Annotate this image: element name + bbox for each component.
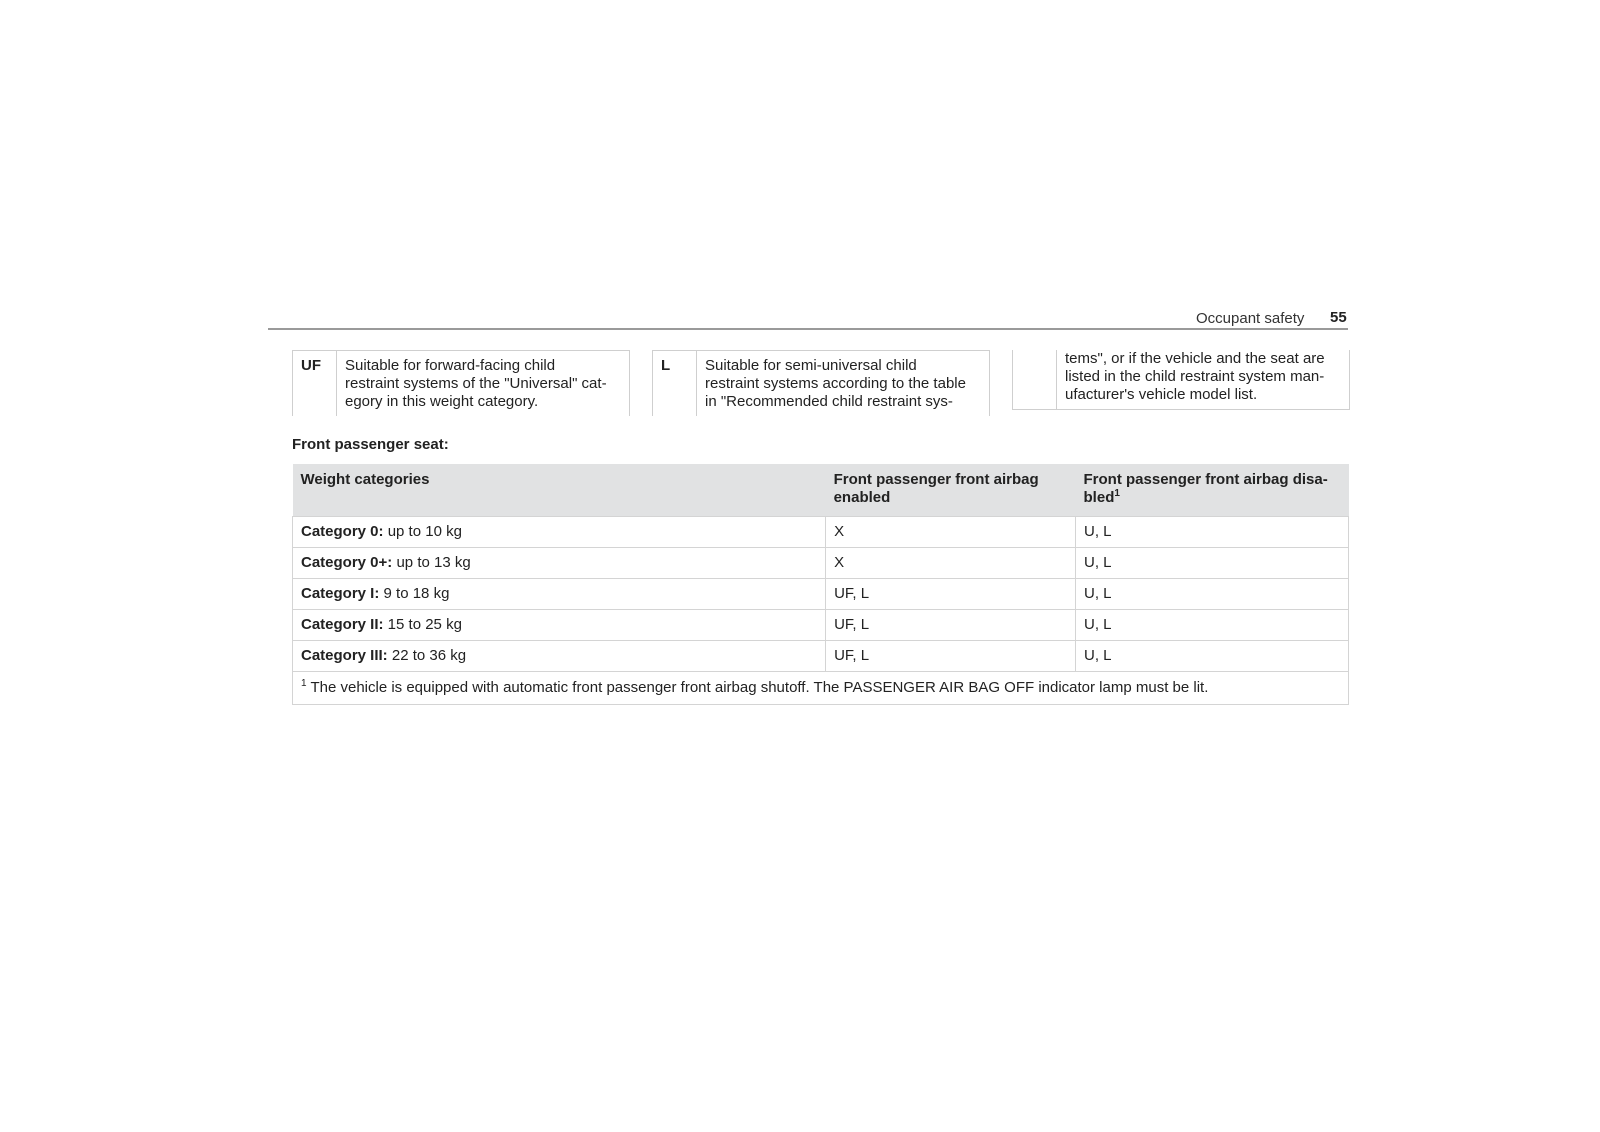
legend-code [1013,350,1057,409]
running-header-title: Occupant safety [1196,310,1305,327]
legend-code: UF [293,351,337,416]
footnote-row [293,671,1349,704]
table-row [293,547,1349,578]
weight-cell: Category 0: up to 10 kg [293,516,826,547]
child-seat-table [292,464,1349,705]
legend-code: L [653,351,697,416]
footnote-marker: 1 [1114,488,1120,499]
table-row [293,640,1349,671]
section-heading: Front passenger seat: [292,436,449,453]
disabled-cell: U, L [1076,516,1349,547]
legend-item-l [652,350,990,416]
enabled-cell: X [826,516,1076,547]
disabled-cell: U, L [1076,640,1349,671]
header-airbag-enabled: Front passenger front airbag enabled [826,464,1076,516]
table-header-row [293,464,1349,516]
header-weight-categories: Weight categories [293,464,826,516]
disabled-cell: U, L [1076,609,1349,640]
footnote: $^1$ The vehicle is equipped with automatic front passenger front airbag shutoff. The PASSENGER AIR BAG OFF indicator lamp must be lit. [293,671,1349,704]
enabled-cell: UF, L [826,609,1076,640]
legend-item-l-continued [1012,350,1350,410]
enabled-cell: X [826,547,1076,578]
header-airbag-disabled: Front passenger front airbag disa- bled$^1$ [1076,464,1349,516]
page-number: 55 [1330,309,1347,326]
enabled-cell: UF, L [826,578,1076,609]
legend-item-uf [292,350,630,416]
weight-cell: Category III: 22 to 36 kg [293,640,826,671]
legend-description: tems", or if the vehicle and the seat are listed in the child restraint system man- ufacturer's vehicle model list. [1065,350,1325,403]
weight-cell: Category I: 9 to 18 kg [293,578,826,609]
weight-cell: Category 0+: up to 13 kg [293,547,826,578]
table-row [293,609,1349,640]
header-rule [268,328,1348,330]
footnote-marker: 1 [301,677,307,689]
table-row [293,578,1349,609]
disabled-cell: U, L [1076,578,1349,609]
enabled-cell: UF, L [826,640,1076,671]
legend-description: Suitable for forward-facing child restraint systems of the "Universal" cat- egory in this weight category. [345,357,607,410]
legend-description: Suitable for semi-universal child restraint systems according to the table in "Recommended child restraint sys- [705,357,966,410]
weight-cell: Category II: 15 to 25 kg [293,609,826,640]
table-row [293,516,1349,547]
disabled-cell: U, L [1076,547,1349,578]
